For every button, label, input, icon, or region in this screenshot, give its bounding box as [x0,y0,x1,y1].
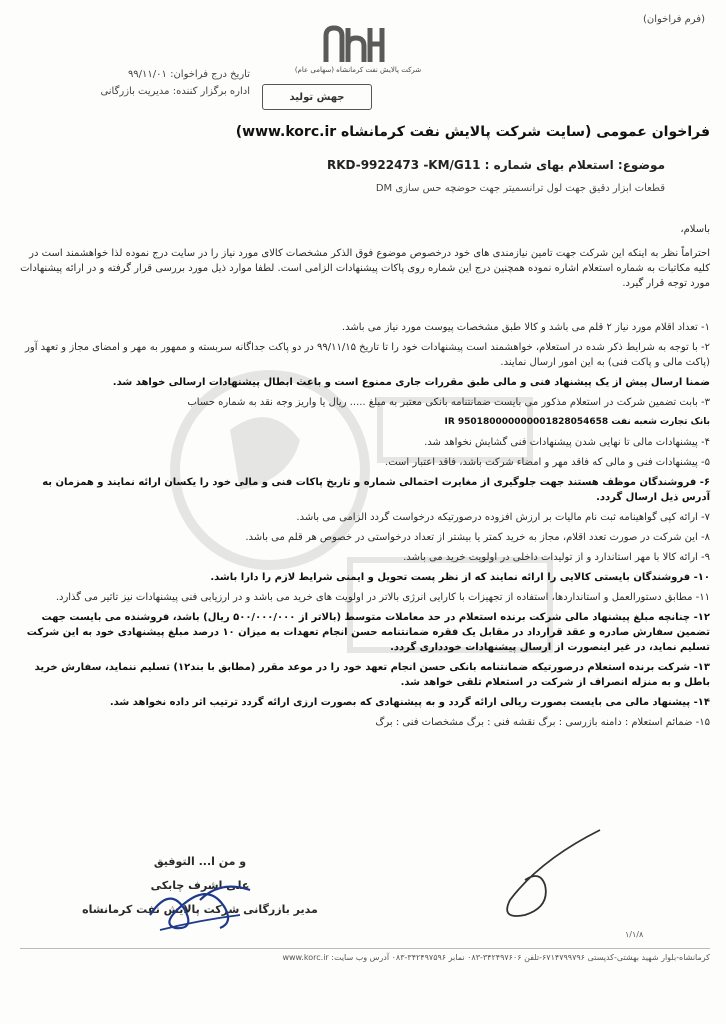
conditions-list [18,320,710,735]
condition-item: ۸- این شرکت در صورت تعدد اقلام، مجاز به خرید کمتر یا بیشتر از تعداد درخواستی در خصوص هر قلم می باشد. [245,532,710,543]
condition-item: ۹- ارائه کالا با مهر استاندارد و از تولیدات داخلی در اولویت خرید می باشد. [403,552,710,563]
condition-item: ۲- با توجه به شرایط ذکر شده در استعلام، خواهشمند است پیشنهادات خود را تا تاریخ ۹۹/۱۱/۱۵ در دو پاکت جداگانه سربسته و ممهور به مهر و امضای مجاز و تعهد آور (پاکت مالی و پاکت فنی) به این امور ارسال نمایند. [25,342,710,368]
condition-item: ۱۴- پیشنهاد مالی می بایست بصورت ریالی ارائه گردد و به پیشنهادی که بصورت ارزی ارائه گردد ترتیب اثر داده نخواهد شد. [109,697,710,708]
footer-address: کرمانشاه-بلوار شهید بهشتی-کدپستی ۶۷۱۴۷۹۹۷۹۶-تلفن ۳۴۲۴۹۷۶۰۶-۰۸۳ نمابر ۳۴۲۴۹۷۵۹۶-۰۸۳ آدرس وب سایت: www.korc.ir [20,948,710,962]
condition-item: ۱۲- چنانچه مبلغ پیشنهاد مالی شرکت برنده استعلام در حد معاملات متوسط (بالاتر از ۵۰۰/۰۰۰/۰۰۰ ریال) باشد، فروشنده می بایست جهت تضمین سفارش صادره و عقد قرارداد در مقابل یک فقره ضمانتنامه حسن انجام تعهدات به میزان ۱۰ درصد مبلغ پیشنهادی خود به این شرکت تسلیم نماید، در غیر اینصورت از ارسال پیشنهادات خودداری گردد. [26,612,710,653]
handwritten-mark-icon [470,820,630,930]
organizing-department: اداره برگزار کننده: مدیریت بازرگانی [100,86,250,97]
condition-item: ۶- فروشندگان موظف هستند جهت جلوگیری از مغایرت احتمالی شماره و تاریخ پاکات فنی و مالی خود را یکسان ارائه نمایند و همزمان به آدرس ذیل ارسال گردد. [42,477,710,503]
condition-item: ۱۵- ضمائم استعلام : دامنه بازرسی : برگ نقشه فنی : برگ مشخصات فنی : برگ [375,717,710,728]
document-title: فراخوان عمومی (سایت شرکت پالایش نفت کرمانشاه www.korc.ir) [235,124,710,140]
condition-item: ضمنا ارسال پیش از یک پیشنهاد فنی و مالی طبق مقررات جاری ممنوع است و باعث ابطال پیشنهادات ارسالی خواهد شد. [112,377,710,388]
condition-item: ۱۳- شرکت برنده استعلام درصورتیکه ضمانتنامه بانکی حسن انجام تعهد خود را در موعد مقرر (مطابق با بند۱۲) تسلیم ننماید، سفارش خرید باطل و به منزله انصراف از شرکت در استعلام تلقی خواهد شد. [34,662,710,688]
company-logo-icon [318,24,388,64]
header-meta [20,66,250,100]
condition-item: ۴- پیشنهادات مالی تا نهایی شدن پیشنهادات فنی گشایش نخواهد شد. [424,437,710,448]
company-name-small: شرکت پالایش نفت کرمانشاه (سهامی عام) [294,66,422,74]
signatory-role: مدیر بازرگانی شرکت پالایش نفت کرمانشاه [82,903,318,916]
closing-phrase: و من ا... التوفیق [153,855,247,868]
condition-item: ۱۱- مطابق دستورالعمل و استانداردها، استفاده از تجهیزات با کارایی انرژی بالاتر در اولویت های خرید می باشد و در ارزیابی فنی پیشنهادات نیز تاثیر می گذارد. [55,592,710,603]
signatory-name: علی اشرف چابکی [150,879,250,892]
condition-item: ۷- ارائه کپی گواهینامه ثبت نام مالیات بر ارزش افزوده درصورتیکه درخواست گردد الزامی می باشد. [296,512,710,523]
form-label: (فرم فراخوان) [642,14,705,25]
production-stamp: جهش تولید [262,84,372,110]
condition-item: ۵- پیشنهادات فنی و مالی که فاقد مهر و امضاء شرکت باشد، فاقد اعتبار است. [385,457,710,468]
intro-paragraph: احتراماً نظر به اینکه این شرکت جهت تامین نیازمندی های خود درخصوص موضوع فوق الذکر مشخصات کالای مورد نیاز را در سایت درج نموده لذا خواهشمند است در کلیه مکاتبات به شماره استعلام اشاره نموده همچنین درج این شماره روی پاکات پیشنهادات الزامی است. لطفا موارد ذیل مورد بررسی قرار گرفته و در ارائه پیشنهادات مورد توجه قرار گیرد. [20,248,710,289]
condition-item: IR 950180000000001828054658 بانک تجارت شعبه نفت [444,417,710,427]
publish-date: تاریخ درج فراخوان: ۹۹/۱۱/۰۱ [127,69,250,80]
salutation: باسلام، [680,224,710,235]
inquiry-subject: موضوع: استعلام بهای شماره : RKD-9922473 -KM/G11 [326,158,665,172]
inquiry-description: قطعات ابزار دقیق جهت لول ترانسمیتر جهت حوضچه حس سازی DM [375,183,665,194]
condition-item: ۳- بابت تضمین شرکت در استعلام مذکور می بایست ضمانتنامه بانکی معتبر به مبلغ ..... ریال یا واریز وجه نقد به شماره حساب [187,397,710,408]
condition-item: ۱۰- فروشندگان بایستی کالایی را ارائه نمایند که از نظر پست تحویل و ایمنی شرایط لازم را دارا باشد. [210,572,710,583]
condition-item: ۱- تعداد اقلام مورد نیاز ۲ قلم می باشد و کالا طبق مشخصات پیوست مورد نیاز می باشد. [341,322,710,333]
document-code: ۱/۱/۸ [625,930,644,939]
handwritten-signature-icon [140,870,260,940]
